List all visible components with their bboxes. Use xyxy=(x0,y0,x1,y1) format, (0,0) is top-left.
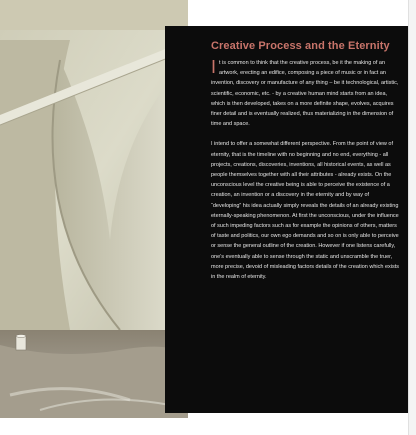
drop-cap: I xyxy=(211,57,217,77)
page-gutter xyxy=(408,0,416,435)
article-paragraph-2: I intend to offer a somewhat different perspective. From the point of view of eternity, that is the timeline with no beginning and no end, everything - all projects, creations, discoveries, inventions, all historical events, as well as people themselves together with all their attributes - already exists. On the unconscious level the creative being is able to perceive the existence of a creation, an invention or a discovery in the eternity and by way of “developing” his idea actually simply reveals the details of an already existing eternally-speaking phenomenon. At first the unconscious, under the influence of such impeding factors such as for example the opinions of others, matters of taste and politics, our own ego demands and so on is only able to perceive or sense the general outline of the creation. However if one listens carefully, one’s eventually able to sense through the static and unscramble the truer, more precise, devoid of misleading factors details of the creation which exists in the realm of eternity. xyxy=(211,141,400,281)
gallery-photo xyxy=(0,0,188,418)
article-panel xyxy=(165,26,410,413)
curved-wall-photo xyxy=(0,0,188,418)
article-title: Creative Process and the Eternity xyxy=(211,40,390,52)
article-paragraph-1-text: t is common to think that the creative process, be it the making of an artwork, erecting an edifice, composing a piece of music or in fact an invention, discovery or manufacture of any thing – be it technological, artistic, scientific, economic, etc. - by a creative human mind starts from an idea, which is then developed, takes on a more definite shape, evolves, acquires finer detail and is eventually realized, thus materializing in the dimension of time and space. xyxy=(211,60,399,128)
article-paragraph-1 xyxy=(211,58,400,129)
